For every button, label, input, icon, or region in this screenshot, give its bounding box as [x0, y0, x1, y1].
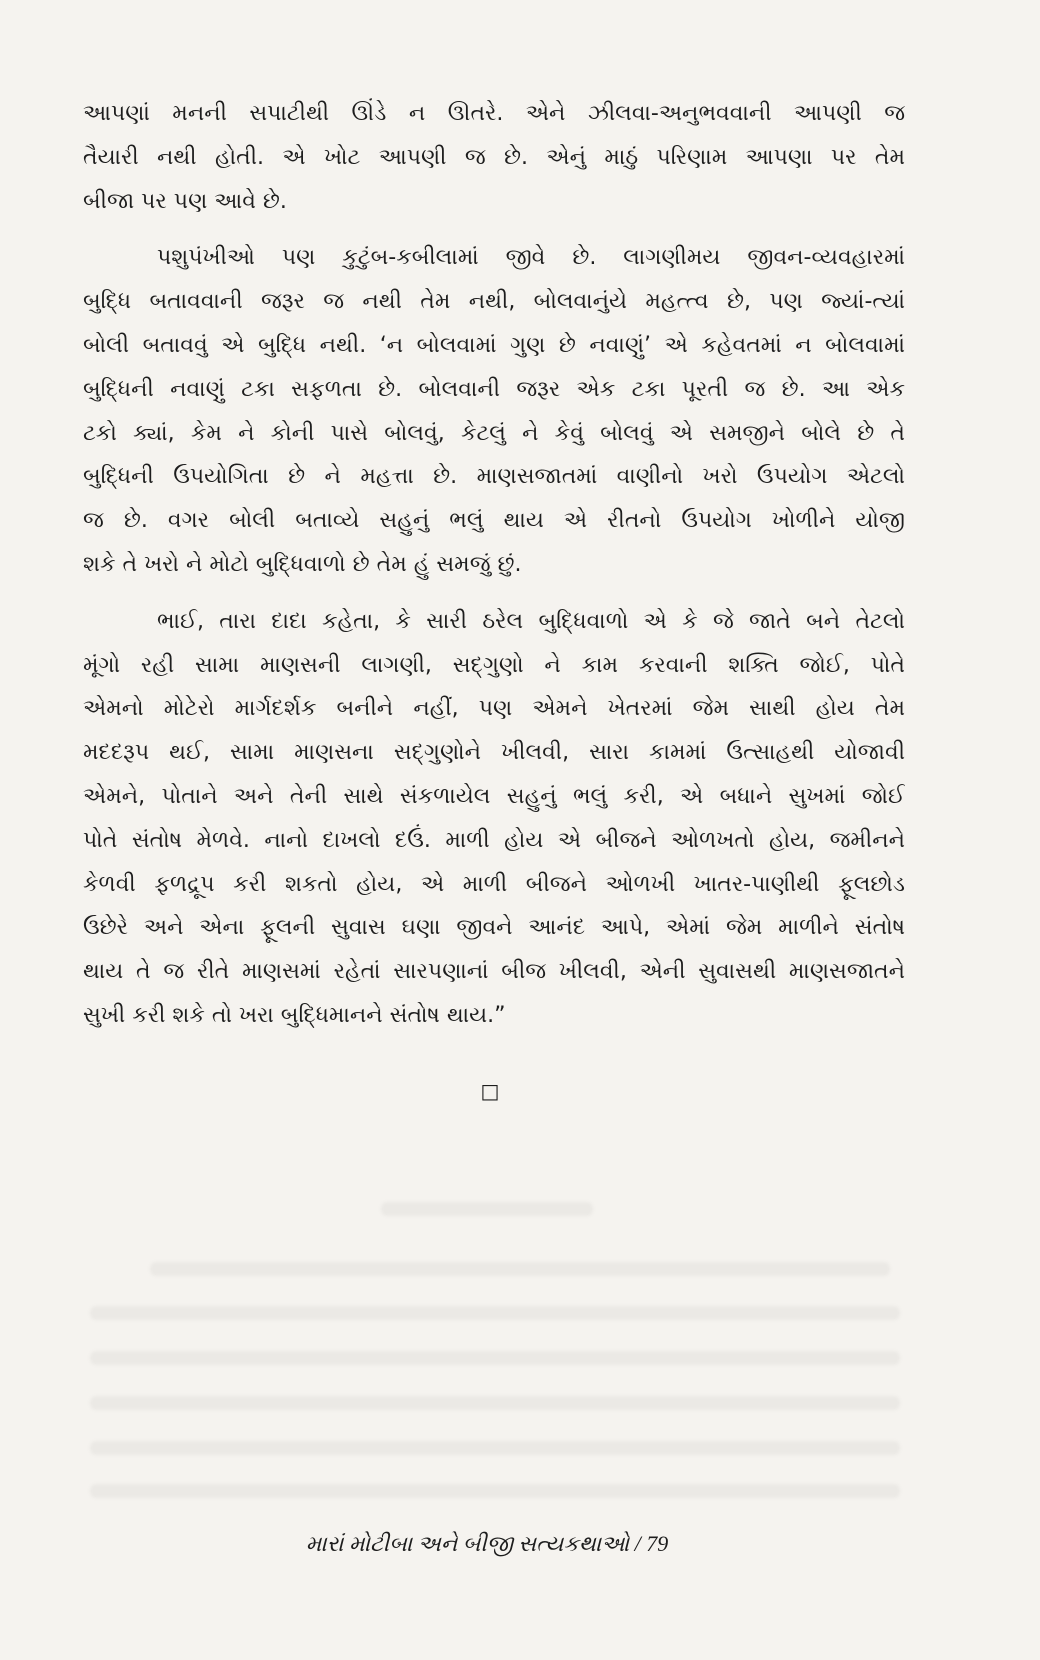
text-line: એમનો મોટેરો માર્ગદર્શક બનીને નહીં, પણ એમને ખેતરમાં જેમ સાથી હોય તેમ	[83, 696, 905, 722]
page-footer	[83, 1524, 891, 1564]
footer-separator: /	[634, 1531, 641, 1556]
text-line: શકે તે ખરો ને મોટો બુદ્ધિવાળો છે તેમ હું સમજું છું.	[83, 551, 522, 577]
text-line: સુખી કરી શકે તો ખરા બુદ્ધિમાનને સંતોષ થાય.”	[83, 1002, 506, 1028]
body-text	[83, 92, 905, 1038]
paragraph	[83, 600, 905, 1038]
text-line: જ છે. વગર બોલી બતાવ્યે સહુનું ભલું થાય એ રીતનો ઉપયોગ ખોળીને યોજી	[83, 508, 905, 534]
paragraph	[83, 236, 905, 586]
text-line: તૈયારી નથી હોતી. એ ખોટ આપણી જ છે. એનું માઠું પરિણામ આપણા પર તેમ	[83, 144, 905, 170]
text-line: બોલી બતાવવું એ બુદ્ધિ નથી. ‘ન બોલવામાં ગુણ છે નવાણું’ એ કહેવતમાં ન બોલવામાં	[83, 332, 905, 358]
text-line: બુદ્ધિ બતાવવાની જરૂર જ નથી તેમ નથી, બોલવાનુંયે મહત્ત્વ છે, પણ જ્યાં-ત્યાં	[83, 289, 905, 315]
page-number: 79	[646, 1531, 669, 1556]
text-line: આપણાં મનની સપાટીથી ઊંડે ન ઊતરે. એને ઝીલવા-અનુભવવાની આપણી જ	[83, 101, 905, 126]
paragraph	[83, 92, 905, 223]
book-title: મારાં મોટીબા અને બીજી સત્યકથાઓ	[305, 1531, 630, 1556]
text-line: ભાઈ, તારા દાદા કહેતા, કે સારી ઠરેલ બુદ્ધિવાળો એ કે જે જાતે બને તેટલો	[157, 608, 905, 634]
text-line: થાય તે જ રીતે માણસમાં રહેતાં સારપણાનાં બીજ ખીલવી, એની સુવાસથી માણસજાતને	[83, 959, 905, 985]
text-line: બીજા પર પણ આવે છે.	[83, 188, 287, 214]
text-line: બુદ્ધિની નવાણું ટકા સફળતા છે. બોલવાની જરૂર એક ટકા પૂરતી જ છે. આ એક	[83, 376, 905, 402]
text-line: એમને, પોતાને અને તેની સાથે સંકળાયેલ સહુનું ભલું કરી, એ બધાને સુખમાં જોઈ	[83, 783, 905, 809]
section-end-mark: □	[480, 1079, 500, 1103]
text-line: ઉછેરે અને એના ફૂલની સુવાસ ઘણા જીવને આનંદ આપે, એમાં જેમ માળીને સંતોષ	[83, 915, 905, 941]
text-line: ટકો ક્યાં, કેમ ને કોની પાસે બોલવું, કેટલું ને કેવું બોલવું એ સમજીને બોલે છે તે	[83, 420, 905, 446]
text-line: કેળવી ફળદ્રૂપ કરી શકતો હોય, એ માળી બીજને ઓળખી ખાતર-પાણીથી ફૂલછોડ	[83, 871, 905, 897]
text-line: મદદરૂપ થઈ, સામા માણસના સદ્‌ગુણોને ખીલવી, સારા કામમાં ઉત્સાહથી યોજાવી	[83, 740, 905, 766]
text-line: મૂંગો રહી સામા માણસની લાગણી, સદ્‌ગુણો ને કામ કરવાની શક્તિ જોઈ, પોતે	[83, 652, 905, 678]
text-line: પોતે સંતોષ મેળવે. નાનો દાખલો દઉં. માળી હોય એ બીજને ઓળખતો હોય, જમીનને	[83, 827, 905, 853]
text-line: બુદ્ધિની ઉપયોગિતા છે ને મહત્તા છે. માણસજાતમાં વાણીનો ખરો ઉપયોગ એટલો	[83, 464, 905, 490]
text-line: પશુપંખીઓ પણ કુટુંબ-કબીલામાં જીવે છે. લાગણીમય જીવન-વ્યવહારમાં	[157, 245, 905, 271]
